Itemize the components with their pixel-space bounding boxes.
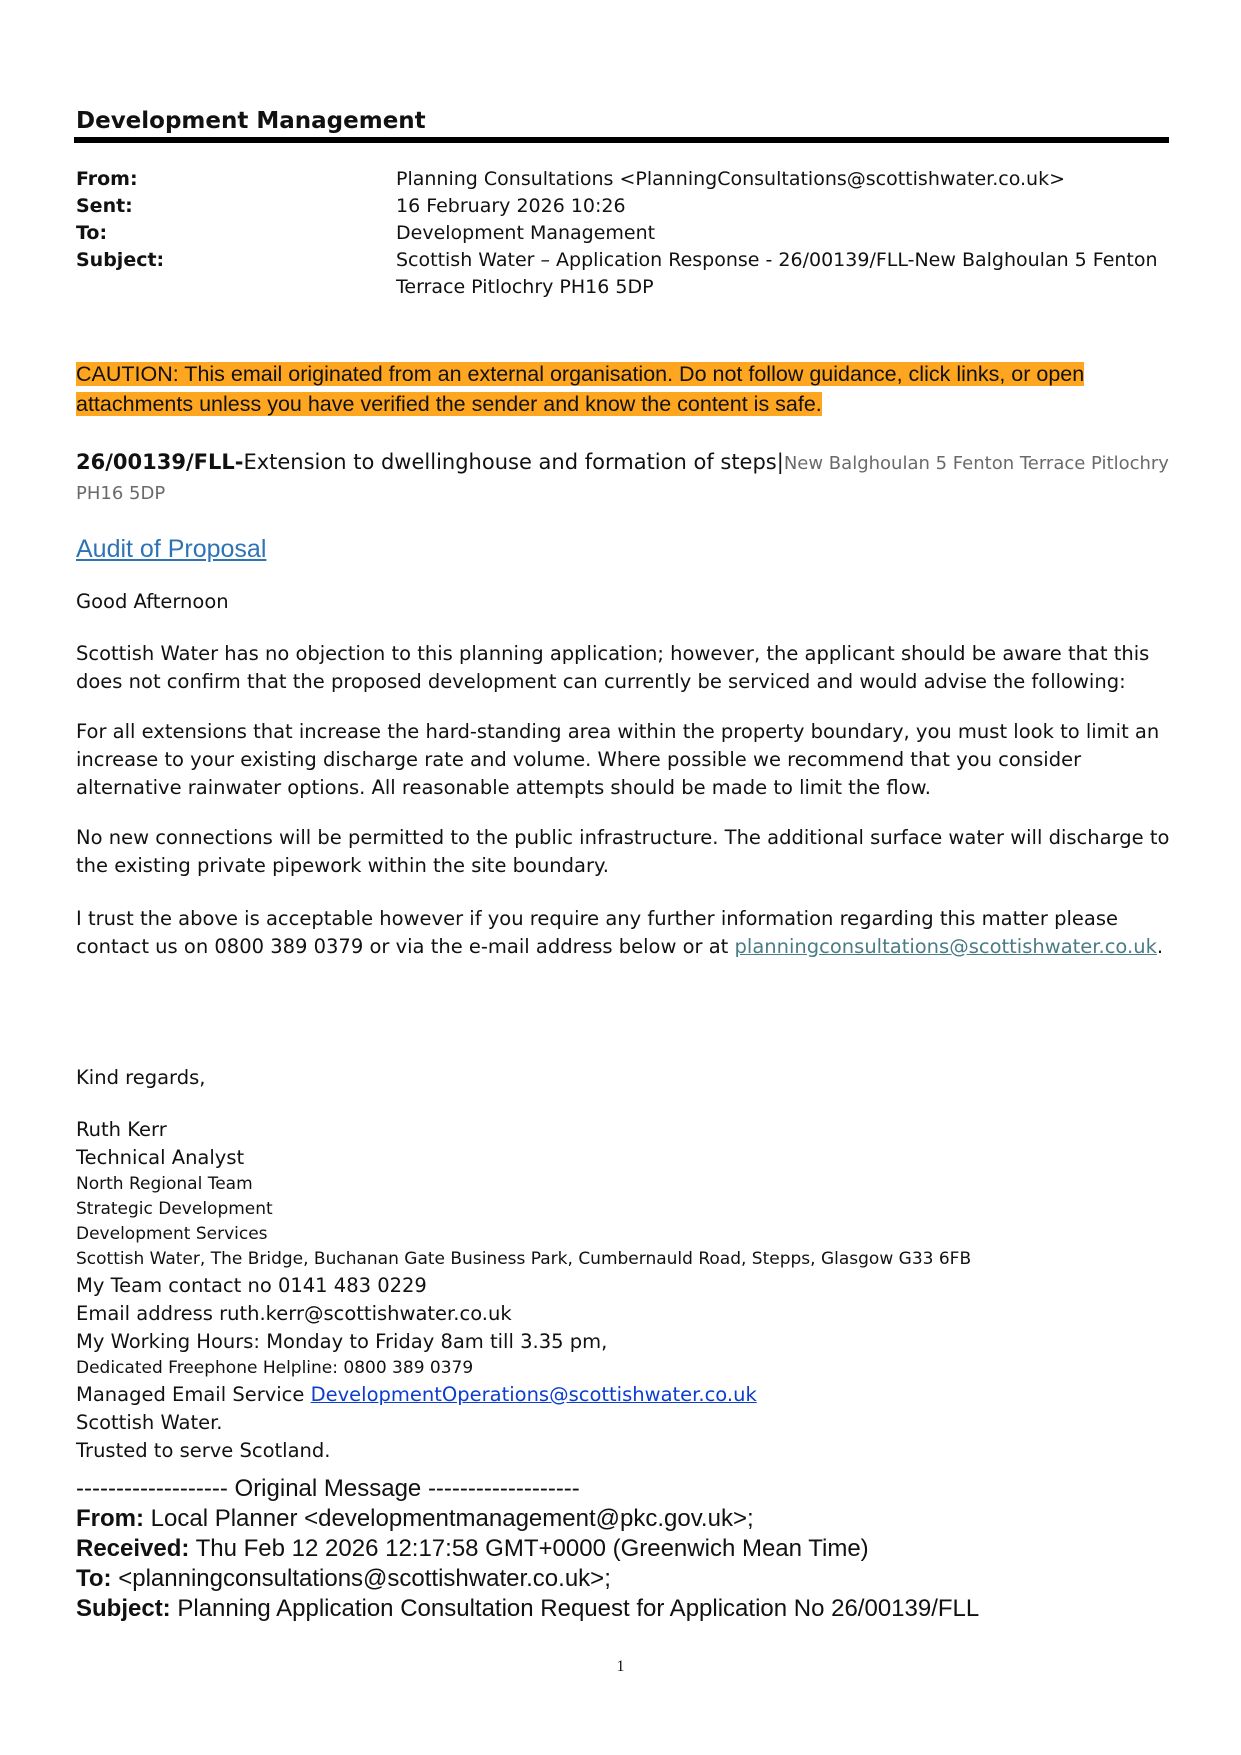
- managed-email-service: [76, 1381, 1170, 1409]
- signer-role: Technical Analyst: [76, 1146, 245, 1169]
- managed-label: Managed Email Service: [76, 1383, 311, 1406]
- proposal-line: [76, 448, 1170, 508]
- greeting: Good Afternoon: [76, 590, 229, 613]
- signer-dept-services: Development Services: [76, 1224, 268, 1244]
- title-divider: [74, 137, 1169, 143]
- proposal-address: New Balghoulan 5 Fenton Terrace Pitlochry PH16 5DP: [76, 453, 1169, 504]
- organisation: Scottish Water.: [76, 1411, 223, 1434]
- original-to-value: <planningconsultations@scottishwater.co.uk>;: [111, 1565, 611, 1592]
- original-message-separator: ------------------- Original Message -------------------: [76, 1475, 580, 1502]
- original-from-value: Local Planner <developmentmanagement@pkc.gov.uk>;: [144, 1505, 754, 1532]
- page-number: 1: [616, 1658, 625, 1675]
- closing: Kind regards,: [76, 1066, 206, 1089]
- paragraph-connections: No new connections will be permitted to the public infrastructure. The additional surface water will discharge to the existing private pipework within the site boundary.: [76, 826, 1170, 877]
- to-label: To:: [76, 222, 108, 244]
- original-from-label: From:: [76, 1505, 144, 1532]
- signer-dept-strategic: Strategic Development: [76, 1199, 273, 1219]
- original-to: [76, 1564, 1176, 1594]
- paragraph-contact: [76, 905, 1170, 961]
- signer-team: North Regional Team: [76, 1174, 253, 1194]
- subject-value: Scottish Water – Application Response - 26/00139/FLL-New Balghoulan 5 Fenton Terrace Pitlochry PH16 5DP: [396, 249, 1158, 298]
- team-contact: My Team contact no 0141 483 0229: [76, 1274, 427, 1297]
- from-value: Planning Consultations <PlanningConsultations@scottishwater.co.uk>: [396, 168, 1066, 190]
- external-email-caution: [76, 359, 1170, 419]
- signer-name: Ruth Kerr: [76, 1118, 167, 1141]
- original-from: [76, 1504, 1176, 1534]
- planning-consultations-link[interactable]: planningconsultations@scottishwater.co.uk: [734, 935, 1157, 958]
- subject-label: Subject:: [76, 249, 165, 271]
- sent-value: 16 February 2026 10:26: [396, 195, 626, 217]
- proposal-description: Extension to dwellinghouse and formation of steps|: [243, 450, 784, 474]
- contact-end: .: [1156, 935, 1164, 958]
- document-title: Development Management: [76, 108, 426, 134]
- signer-email: Email address ruth.kerr@scottishwater.co.uk: [76, 1302, 512, 1325]
- freephone-helpline: Dedicated Freephone Helpline: 0800 389 0379: [76, 1358, 474, 1378]
- original-received: [76, 1534, 1176, 1564]
- signature-block: [76, 1064, 1170, 1465]
- original-received-label: Received:: [76, 1535, 190, 1562]
- application-reference: 26/00139/FLL-: [76, 450, 244, 474]
- tagline: Trusted to serve Scotland.: [76, 1439, 331, 1462]
- original-subject: [76, 1594, 1176, 1624]
- original-received-value: Thu Feb 12 2026 12:17:58 GMT+0000 (Greenwich Mean Time): [189, 1535, 869, 1562]
- original-to-label: To:: [76, 1565, 112, 1592]
- to-value: Development Management: [396, 222, 656, 244]
- contact-text: I trust the above is acceptable however if you require any further information regarding this matter please contact us on 0800 389 0379 or via the e-mail address below or at: [76, 907, 1119, 958]
- paragraph-no-objection: Scottish Water has no objection to this planning application; however, the applicant should be aware that this does not confirm that the proposed development can currently be serviced and would advise the following:: [76, 642, 1150, 693]
- from-label: From:: [76, 168, 138, 190]
- paragraph-extensions: For all extensions that increase the hard-standing area within the property boundary, you must look to limit an increase to your existing discharge rate and volume. Where possible we recommend that you consider alternative rainwater options. All reasonable attempts should be made to limit the flow.: [76, 720, 1160, 799]
- sent-label: Sent:: [76, 195, 133, 217]
- caution-text: CAUTION: This email originated from an external organisation. Do not follow guidance, click links, or open attachments unless you have verified the sender and know the content is safe.: [76, 362, 1085, 416]
- signer-address: Scottish Water, The Bridge, Buchanan Gate Business Park, Cumbernauld Road, Stepps, Glasgow G33 6FB: [76, 1249, 972, 1269]
- original-subject-label: Subject:: [76, 1595, 171, 1622]
- audit-heading: Audit of Proposal: [76, 535, 267, 563]
- working-hours: My Working Hours: Monday to Friday 8am till 3.35 pm,: [76, 1330, 608, 1353]
- original-subject-value: Planning Application Consultation Request for Application No 26/00139/FLL: [170, 1595, 980, 1622]
- development-operations-link[interactable]: DevelopmentOperations@scottishwater.co.uk: [310, 1383, 757, 1406]
